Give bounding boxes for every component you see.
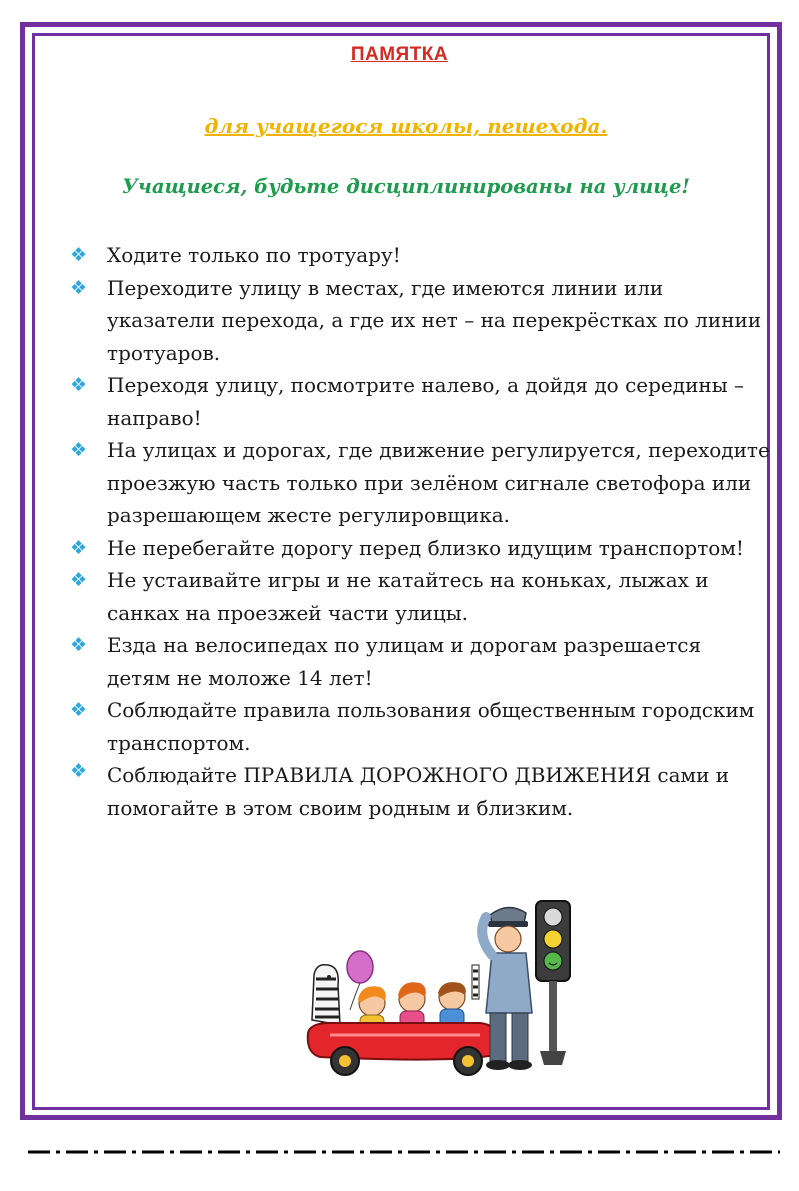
list-item — [70, 434, 770, 532]
list-item — [70, 694, 770, 759]
rule-text: На улицах и дорогах, где движение регулируется, переходите проезжую часть только при зелёном сигнале светофора или разрешающем жесте регулировщика. — [107, 438, 770, 527]
diamond-cluster-icon: ❖ — [70, 244, 88, 266]
diamond-cluster-icon: ❖ — [70, 276, 88, 299]
diamond-cluster-icon: ❖ — [70, 634, 88, 656]
diamond-cluster-icon: ❖ — [70, 439, 88, 461]
diamond-cluster-icon: ❖ — [70, 536, 88, 559]
rule-text: Езда на велосипедах по улицам и дорогам разрешается детям не моложе 14 лет! — [107, 633, 702, 690]
motto-heading: Учащиеся, будьте дисциплинированы на улице! — [122, 175, 690, 198]
rule-text: Соблюдайте правила пользования общественным городским транспортом. — [107, 698, 755, 755]
diamond-cluster-icon: ❖ — [70, 760, 88, 782]
traffic-light-icon — [536, 901, 570, 1065]
list-item — [70, 759, 770, 824]
zebra-toy-icon — [312, 965, 340, 1025]
list-item — [70, 629, 770, 694]
page-title: ПАМЯТКА — [350, 44, 449, 65]
cut-line-divider — [28, 1147, 780, 1157]
rule-text: Соблюдайте ПРАВИЛА ДОРОЖНОГО ДВИЖЕНИЯ сами и помогайте в этом своим родным и близким. — [107, 763, 730, 820]
rule-text: Не устаивайте игры и не катайтесь на коньках, лыжах и санках на проезжей части улицы. — [107, 568, 709, 625]
rules-list — [70, 239, 770, 824]
traffic-illustration — [300, 895, 590, 1080]
rule-text: Переходя улицу, посмотрите налево, а дойдя до середины – направо! — [107, 373, 745, 430]
page-subtitle: для учащегося школы, пешехода. — [204, 114, 608, 138]
diamond-cluster-icon: ❖ — [70, 374, 88, 396]
list-item — [70, 239, 770, 272]
diamond-cluster-icon: ❖ — [70, 569, 88, 591]
rule-text: Не перебегайте дорогу перед близко идущим транспортом! — [107, 535, 744, 560]
rule-text: Ходите только по тротуару! — [107, 243, 401, 267]
list-item — [70, 369, 770, 434]
diamond-cluster-icon: ❖ — [70, 699, 88, 721]
red-car-icon — [308, 1023, 498, 1075]
list-item — [70, 564, 770, 629]
list-item — [70, 532, 770, 565]
rule-text: Переходите улицу в местах, где имеются линии или указатели перехода, а где их нет – на перекрёстках по линии тротуаров. — [107, 275, 762, 365]
list-item — [70, 272, 770, 370]
